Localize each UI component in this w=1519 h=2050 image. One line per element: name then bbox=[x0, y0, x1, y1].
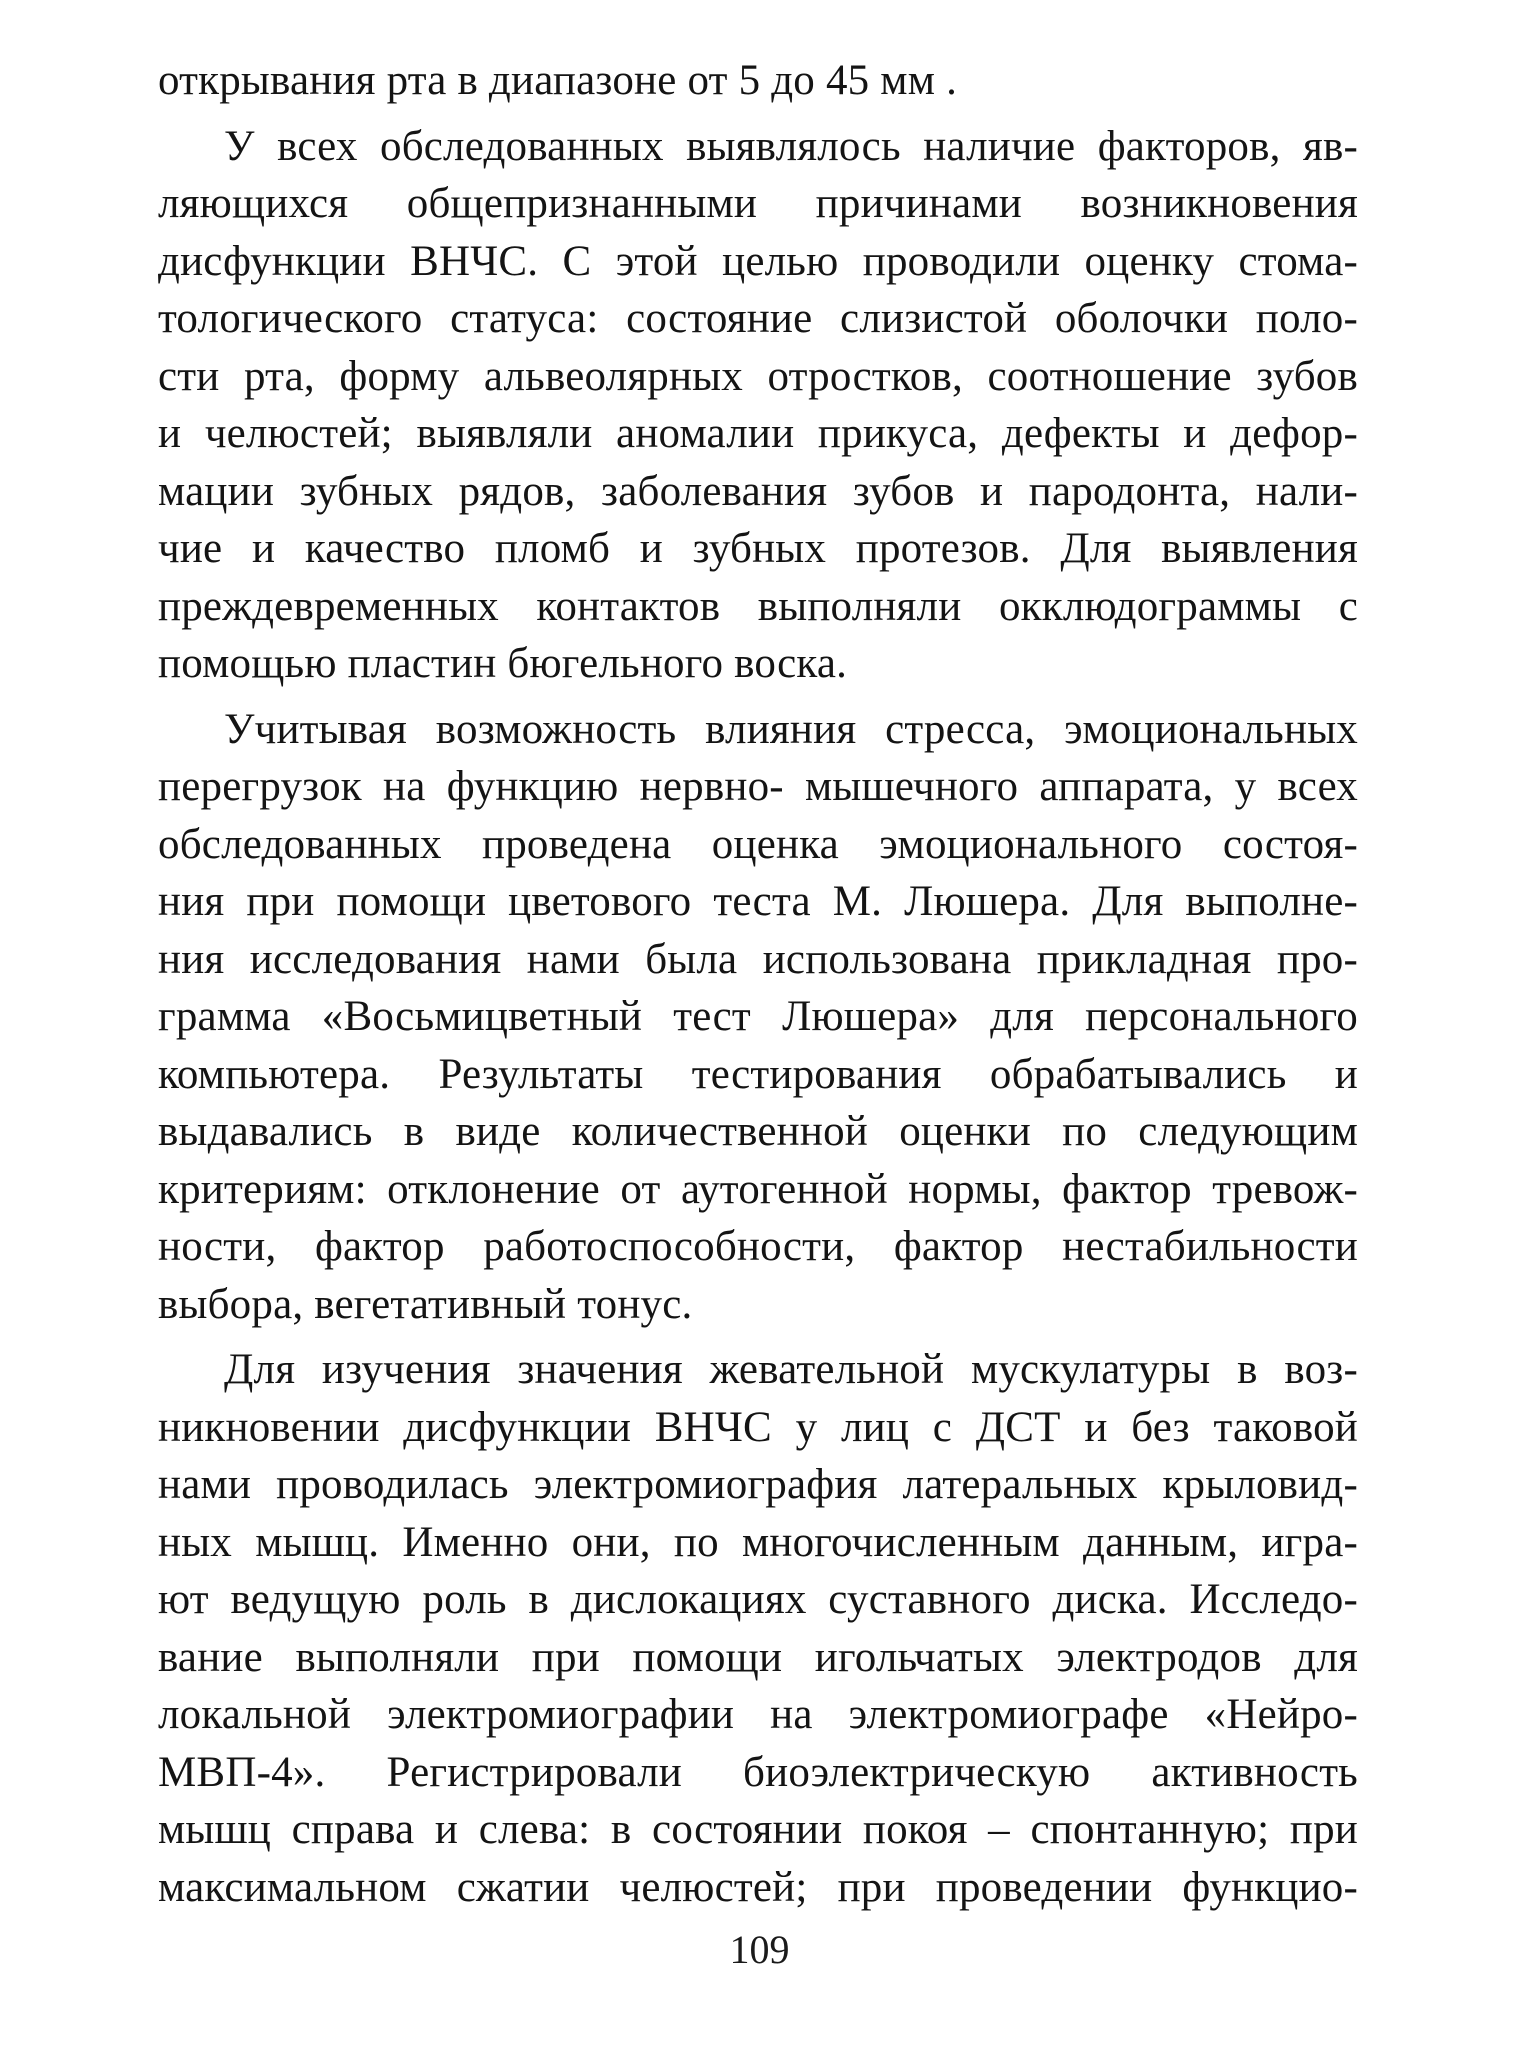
text-line: ют ведущую роль в дислокациях суставного диска. Исследо- bbox=[158, 1576, 1358, 1623]
text-line: дисфункции ВНЧС. С этой целью проводили оценку стома- bbox=[158, 237, 1358, 285]
text-line: ляющихся общепризнанными причинами возникновения bbox=[158, 180, 1358, 227]
text-line: Для изучения значения жевательной мускулатуры в воз- bbox=[224, 1346, 1358, 1393]
paragraph bbox=[158, 1341, 1358, 1916]
text-line: выбора, вегетативный тонус. bbox=[158, 1280, 693, 1328]
text-line: тологического статуса: состояние слизистой оболочки поло- bbox=[158, 295, 1358, 342]
text-line: перегрузок на функцию нервно- мышечного аппарата, у всех bbox=[158, 763, 1358, 810]
text-line: сти рта, форму альвеолярных отростков, соотношение зубов bbox=[158, 352, 1358, 400]
text-line: открывания рта в диапазоне от 5 до 45 мм . bbox=[158, 57, 958, 104]
paragraph bbox=[158, 701, 1358, 1334]
text-line: МВП-4». Регистрировали биоэлектрическую активность bbox=[158, 1748, 1358, 1796]
text-line: грамма «Восьмицветный тест Люшера» для персонального bbox=[158, 993, 1358, 1040]
text-line: преждевременных контактов выполняли окклюдограммы с bbox=[158, 582, 1358, 630]
text-line: помощью пластин бюгельного воска. bbox=[158, 640, 848, 687]
text-line: локальной электромиографии на электромиографе «Нейро- bbox=[158, 1691, 1358, 1738]
page-body bbox=[158, 52, 1358, 1916]
text-line: критериям: отклонение от аутогенной нормы, фактор тревож- bbox=[158, 1165, 1358, 1213]
text-line: компьютера. Результаты тестирования обрабатывались и bbox=[158, 1050, 1358, 1098]
text-line: ных мышц. Именно они, по многочисленным данным, игра- bbox=[158, 1518, 1358, 1566]
paragraph bbox=[158, 52, 1358, 110]
page-number: 109 bbox=[729, 1927, 790, 1972]
paragraph bbox=[158, 118, 1358, 693]
text-line: вание выполняли при помощи игольчатых электродов для bbox=[158, 1633, 1358, 1681]
text-line: Учитывая возможность влияния стресса, эмоциональных bbox=[224, 705, 1358, 753]
text-line: мышц справа и слева: в состоянии покоя – спонтанную; при bbox=[158, 1806, 1358, 1853]
text-line: выдавались в виде количественной оценки по следующим bbox=[158, 1108, 1358, 1155]
text-line: чие и качество пломб и зубных протезов. Для выявления bbox=[158, 525, 1358, 572]
text-line: ности, фактор работоспособности, фактор нестабильности bbox=[158, 1223, 1358, 1270]
text-line: ния при помощи цветового теста М. Люшера. Для выполне- bbox=[158, 878, 1358, 925]
text-line: никновении дисфункции ВНЧС у лиц с ДСТ и без таковой bbox=[158, 1403, 1358, 1451]
text-line: и челюстей; выявляли аномалии прикуса, дефекты и дефор- bbox=[158, 410, 1358, 457]
text-line: мации зубных рядов, заболевания зубов и пародонта, нали- bbox=[158, 467, 1358, 515]
text-line: максимальном сжатии челюстей; при проведении функцио- bbox=[158, 1863, 1358, 1911]
text-line: нами проводилась электромиография латеральных крыловид- bbox=[158, 1461, 1358, 1508]
text-line: обследованных проведена оценка эмоционального состоя- bbox=[158, 820, 1358, 868]
text-line: У всех обследованных выявлялось наличие факторов, яв- bbox=[224, 122, 1358, 170]
text-line: ния исследования нами была использована прикладная про- bbox=[158, 935, 1358, 983]
